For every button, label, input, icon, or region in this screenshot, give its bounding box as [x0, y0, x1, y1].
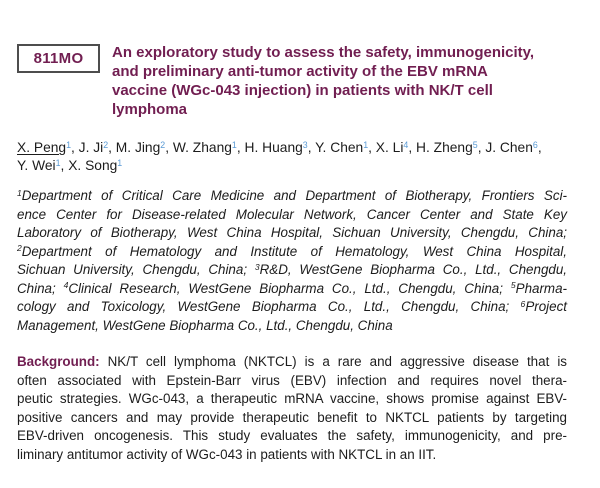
text-line: X. Peng$^1$, J. Ji$^2$, M. Jing$^2$, W. Zhang$^1$, H. Huang$^3$, Y. Chen$^1$, X. Li$^4$, H. Zheng$^5$, J. Chen$^6$, — [17, 139, 542, 155]
text-line: ence Center for Disease-related Molecular Network, Cancer Center and State Key — [17, 206, 567, 222]
abstract-id: 811MO — [33, 50, 84, 67]
text-line: and preliminary anti-tumor activity of the EBV mRNA — [112, 63, 488, 80]
text-line: liminary antitumor activity of WGc-043 in patients with NKTCL in an IIT. — [17, 446, 437, 462]
text-line: China; $^4$Clinical Research, WestGene Biopharma Co., Ltd., Chengdu, China; $^5$Pharma- — [17, 280, 567, 296]
text-line: often associated with Epstein-Barr virus (EBV) infection and requires novel thera- — [17, 372, 567, 388]
text-line: Sichuan University, Chengdu, China; $^3$R&D, WestGene Biopharma Co., Ltd., Chengdu, — [17, 261, 568, 277]
author-list — [17, 139, 567, 175]
text-line: EBV-driven oncogenesis. This study evaluates the safety, immunogenicity, and pre- — [17, 428, 567, 443]
text-line: Management, WestGene Biopharma Co., Ltd., Chengdu, China — [17, 317, 393, 333]
text-line: positive cancers and may provide therapeutic benefit to NKTCL patients by targeting — [17, 409, 567, 425]
text-line: $^1$Department of Critical Care Medicine and Department of Biotherapy, Frontiers Sci- — [17, 187, 567, 203]
text-line: $^2$Department of Hematology and Institute of Hematology, West China Hospital, — [17, 243, 567, 259]
text-line: An exploratory study to assess the safety, immunogenicity, — [112, 44, 535, 61]
affiliations — [17, 187, 567, 335]
text-line: cology and Toxicology, WestGene Biopharma Co., Ltd., Chengdu, China; $^6$Project — [17, 298, 567, 314]
abstract-id-badge — [17, 44, 100, 73]
text-line: lymphoma — [112, 101, 188, 118]
abstract-header — [17, 43, 567, 119]
background-paragraph — [17, 353, 567, 464]
text-line: peutic strategies. WGc-043, a therapeutic mRNA vaccine, shows promise against EBV- — [17, 391, 567, 406]
text-line: Laboratory of Biotherapy, West China Hospital, Sichuan University, Chengdu, China; — [17, 225, 567, 240]
abstract-title — [112, 43, 534, 119]
text-line: vaccine (WGc-043 injection) in patients with NK/T cell — [112, 82, 493, 99]
text-line: Y. Wei$^1$, X. Song$^1$ — [17, 157, 123, 173]
text-line: Background: NK/T cell lymphoma (NKTCL) is a rare and aggressive disease that is — [17, 354, 567, 369]
